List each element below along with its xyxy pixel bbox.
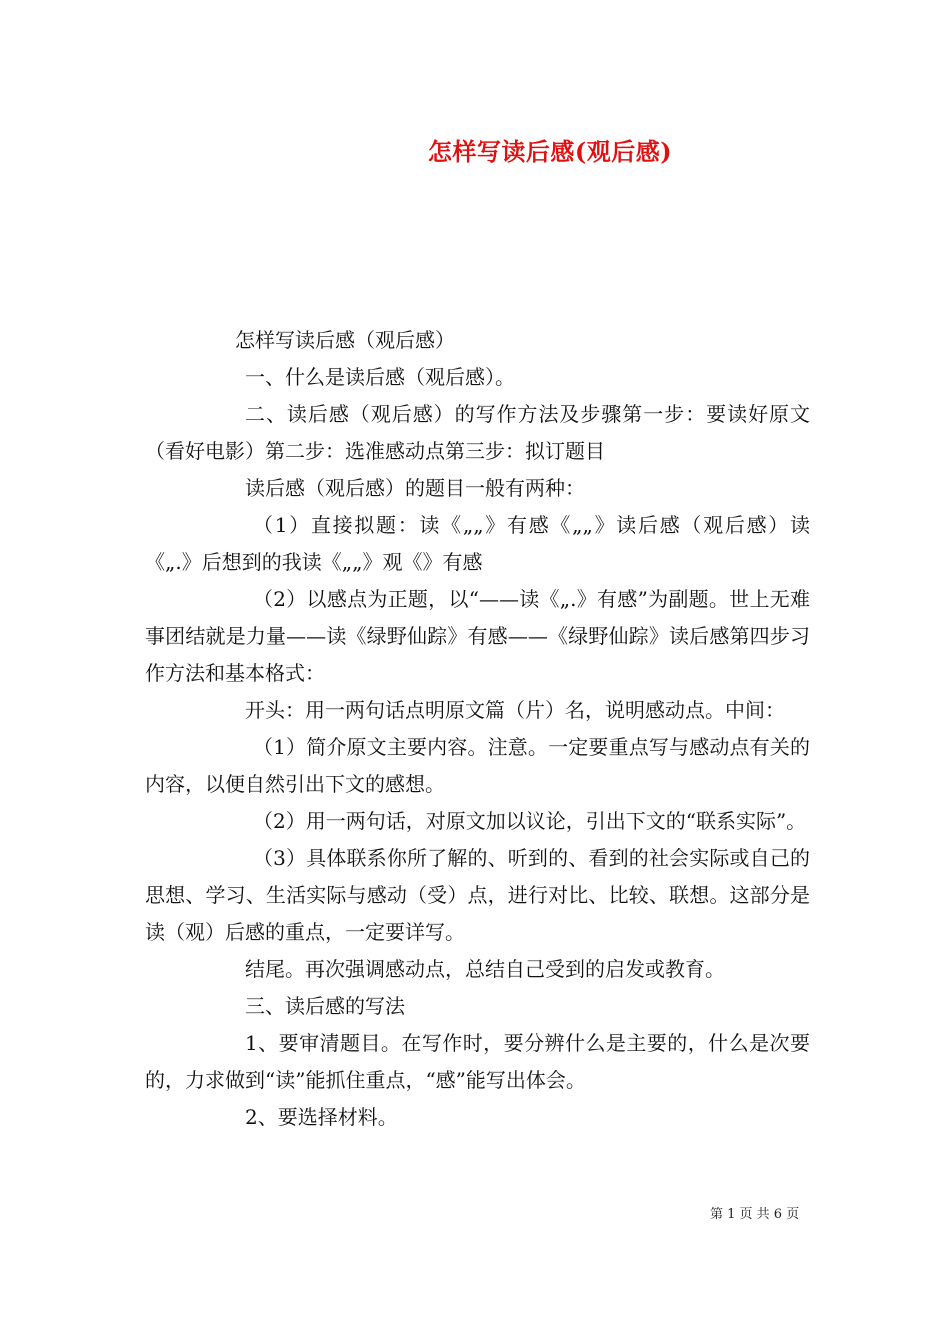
paragraph-heading: 怎样写读后感（观后感） xyxy=(235,328,455,352)
paragraph-opening: 开头：用一两句话点明原文篇（片）名，说明感动点。中间： xyxy=(245,698,785,722)
paragraph-section-3: 三、读后感的写法 xyxy=(245,994,405,1018)
paragraph-middle-3: （3）具体联系你所了解的、听到的、看到的社会实际或自己的思想、学习、生活实际与感动（受）点，进行对比、比较、联想。这部分是读（观）后感的重点，一定要详写。 xyxy=(145,846,810,944)
document-body xyxy=(145,322,810,1136)
page-number-footer: 第 1 页 共 6 页 xyxy=(710,1207,800,1222)
paragraph-section-1: 一、什么是读后感（观后感）。 xyxy=(245,365,515,389)
paragraph-title-types: 读后感（观后感）的题目一般有两种： xyxy=(245,476,585,500)
document-title: 怎样写读后感(观后感) xyxy=(427,137,673,166)
paragraph-middle-2: （2）用一两句话，对原文加以议论，引出下文的“联系实际”。 xyxy=(253,809,807,833)
paragraph-point-1: 1、要审清题目。在写作时，要分辨什么是主要的，什么是次要的，力求做到“读”能抓住重点，“感”能写出体会。 xyxy=(145,1031,810,1092)
paragraph-point-2: 2、要选择材料。 xyxy=(245,1105,398,1129)
paragraph-middle-1: （1）简介原文主要内容。注意。一定要重点写与感动点有关的内容，以便自然引出下文的感想。 xyxy=(145,735,810,796)
paragraph-section-2: 二、读后感（观后感）的写作方法及步骤第一步：要读好原文（看好电影）第二步：选准感动点第三步：拟订题目 xyxy=(145,402,810,463)
paragraph-direct-title: （1）直接拟题：读《„„》有感《„„》读后感（观后感）读《„.》后想到的我读《„„》观《》有感 xyxy=(145,513,810,574)
paragraph-subtitle-method: （2）以感点为正题，以“——读《„.》有感”为副题。世上无难事团结就是力量——读《绿野仙踪》有感——《绿野仙踪》读后感第四步习作方法和基本格式： xyxy=(145,587,810,685)
paragraph-ending: 结尾。再次强调感动点，总结自己受到的启发或教育。 xyxy=(245,957,725,981)
